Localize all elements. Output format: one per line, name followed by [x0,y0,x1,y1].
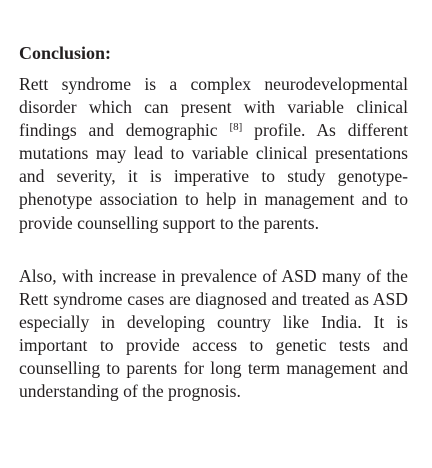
conclusion-paragraph-1 [19,73,408,235]
conclusion-paragraph-2: Also, with increase in prevalence of ASD many of the Rett syndrome cases are diagnosed and treated as ASD especially in developing country like India. It is important to provide access to genetic tests and counselling to parents for long term management and understanding of the prognosis. [19,266,408,402]
section-heading: Conclusion: [19,43,112,63]
citation-reference[interactable]: [8] [229,121,243,134]
paragraph-text: Rett syndrome is a complex neurodevelopmental disorder which can present with variable clinical findings and demographic [19,74,408,141]
paragraph-text: profile. As different mutations may lead to variable clinical presentations and severity, it is imperative to study genotype-phenotype association to help in management and to provide counselling support to the parents. [19,120,408,233]
